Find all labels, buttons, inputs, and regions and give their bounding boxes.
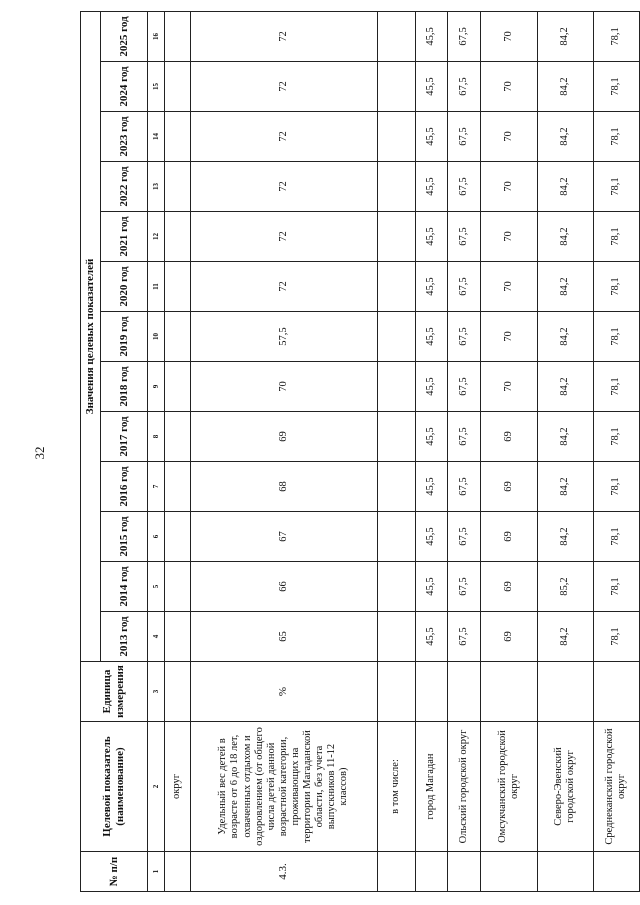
value-cell: 84,2 [537, 162, 593, 212]
value-cell: 84,2 [537, 462, 593, 512]
table-row [481, 11, 537, 891]
value-cell: 67,5 [447, 412, 481, 462]
value-cell: 69 [481, 462, 537, 512]
value-cell: 67,5 [447, 62, 481, 112]
header-indicator: Целевой показатель (наименование) [81, 722, 148, 852]
value-cell: 66 [190, 562, 377, 612]
column-number: 3 [148, 662, 165, 722]
column-number-row [148, 11, 165, 891]
value-cell: 84,2 [537, 312, 593, 362]
column-number: 13 [148, 162, 165, 212]
value-cell: 78,1 [593, 562, 639, 612]
column-number: 5 [148, 562, 165, 612]
row-number: 4.3. [190, 852, 377, 892]
value-cell: 45,5 [415, 262, 447, 312]
column-number: 8 [148, 412, 165, 462]
column-number: 15 [148, 62, 165, 112]
value-cell: 67,5 [447, 212, 481, 262]
header-year: 2016 год [101, 462, 148, 512]
value-cell: 69 [190, 412, 377, 462]
column-number: 1 [148, 852, 165, 892]
value-cell: 78,1 [593, 362, 639, 412]
value-cell: 67,5 [447, 562, 481, 612]
value-cell: 78,1 [593, 462, 639, 512]
value-cell: 70 [481, 212, 537, 262]
header-year: 2024 год [101, 62, 148, 112]
value-cell: 67,5 [447, 462, 481, 512]
value-cell: 78,1 [593, 212, 639, 262]
value-cell: 67,5 [447, 162, 481, 212]
value-cell: 69 [481, 412, 537, 462]
value-cell: 45,5 [415, 312, 447, 362]
indicator-name: Ольский городской округ [447, 722, 481, 852]
value-cell: 78,1 [593, 11, 639, 61]
value-cell: 72 [190, 212, 377, 262]
column-number: 14 [148, 112, 165, 162]
value-cell: 78,1 [593, 62, 639, 112]
header-year: 2018 год [101, 362, 148, 412]
column-number: 11 [148, 262, 165, 312]
column-number: 12 [148, 212, 165, 262]
value-cell: 84,2 [537, 412, 593, 462]
table-row [190, 11, 377, 891]
column-number: 2 [148, 722, 165, 852]
value-cell: 45,5 [415, 512, 447, 562]
value-cell: 67 [190, 512, 377, 562]
value-cell: 67,5 [447, 362, 481, 412]
page-number: 32 [32, 446, 47, 460]
value-cell: 70 [481, 362, 537, 412]
value-cell: 85,2 [537, 562, 593, 612]
rotated-table-sheet [80, 12, 640, 892]
value-cell: 67,5 [447, 612, 481, 662]
indicator-name: Омсукчанский городской округ [481, 722, 537, 852]
value-cell: 84,2 [537, 62, 593, 112]
value-cell: 72 [190, 162, 377, 212]
header-year: 2013 год [101, 612, 148, 662]
column-number: 16 [148, 11, 165, 61]
table-row [447, 11, 481, 891]
value-cell: 72 [190, 112, 377, 162]
value-cell: 70 [481, 162, 537, 212]
value-cell: 45,5 [415, 162, 447, 212]
header-unit: Единица измерения [81, 662, 148, 722]
value-cell: 45,5 [415, 562, 447, 612]
indicator-name: город Магадан [415, 722, 447, 852]
value-cell: 70 [481, 312, 537, 362]
column-number: 4 [148, 612, 165, 662]
header-year: 2014 год [101, 562, 148, 612]
column-number: 9 [148, 362, 165, 412]
value-cell: 69 [481, 512, 537, 562]
value-cell: 67,5 [447, 112, 481, 162]
value-cell: 45,5 [415, 62, 447, 112]
value-cell: 70 [481, 112, 537, 162]
value-cell: 78,1 [593, 112, 639, 162]
indicator-name: округ [165, 722, 191, 852]
header-num: № п/п [81, 852, 148, 892]
value-cell: 45,5 [415, 362, 447, 412]
header-year: 2017 год [101, 412, 148, 462]
value-cell: 78,1 [593, 612, 639, 662]
header-year: 2025 год [101, 11, 148, 61]
value-cell: 45,5 [415, 462, 447, 512]
header-year: 2020 год [101, 262, 148, 312]
value-cell: 69 [481, 562, 537, 612]
value-cell: 84,2 [537, 112, 593, 162]
value-cell: 78,1 [593, 312, 639, 362]
value-cell: 68 [190, 462, 377, 512]
header-year: 2019 год [101, 312, 148, 362]
indicator-name: Удельный вес детей в возрасте от 6 до 18 лет, охваченных отдыхом и оздоровлением (от общего числа детей данной возрастной категории, проживающих на территории Магаданской области, без учета выпускников 11-12 классов) [190, 722, 377, 852]
header-year: 2022 год [101, 162, 148, 212]
value-cell: 84,2 [537, 512, 593, 562]
value-cell: 70 [481, 62, 537, 112]
header-values-group: Значения целевых показателей [81, 11, 101, 661]
value-cell: 78,1 [593, 262, 639, 312]
header-year: 2015 год [101, 512, 148, 562]
value-cell: 84,2 [537, 612, 593, 662]
unit-cell: % [190, 662, 377, 722]
table-row [593, 11, 639, 891]
column-number: 7 [148, 462, 165, 512]
value-cell: 65 [190, 612, 377, 662]
value-cell: 70 [481, 11, 537, 61]
indicator-name: Среднеканский городской округ [593, 722, 639, 852]
table-row [537, 11, 593, 891]
value-cell: 67,5 [447, 262, 481, 312]
table-row [377, 11, 415, 891]
value-cell: 78,1 [593, 162, 639, 212]
table-row [165, 11, 191, 891]
value-cell: 45,5 [415, 11, 447, 61]
value-cell: 70 [190, 362, 377, 412]
indicator-name: в том числе: [377, 722, 415, 852]
table-row [415, 11, 447, 891]
value-cell: 84,2 [537, 11, 593, 61]
value-cell: 78,1 [593, 412, 639, 462]
header-year: 2021 год [101, 212, 148, 262]
value-cell: 67,5 [447, 11, 481, 61]
value-cell: 84,2 [537, 362, 593, 412]
value-cell: 57,5 [190, 312, 377, 362]
value-cell: 69 [481, 612, 537, 662]
value-cell: 67,5 [447, 512, 481, 562]
value-cell: 72 [190, 62, 377, 112]
value-cell: 45,5 [415, 212, 447, 262]
value-cell: 67,5 [447, 312, 481, 362]
column-number: 6 [148, 512, 165, 562]
header-year: 2023 год [101, 112, 148, 162]
value-cell: 84,2 [537, 212, 593, 262]
value-cell: 70 [481, 262, 537, 312]
value-cell: 45,5 [415, 612, 447, 662]
indicator-name: Северо-Эвенский городской округ [537, 722, 593, 852]
target-indicators-table [80, 11, 640, 892]
value-cell: 45,5 [415, 112, 447, 162]
value-cell: 78,1 [593, 512, 639, 562]
value-cell: 72 [190, 262, 377, 312]
value-cell: 45,5 [415, 412, 447, 462]
column-number: 10 [148, 312, 165, 362]
value-cell: 72 [190, 11, 377, 61]
value-cell: 84,2 [537, 262, 593, 312]
